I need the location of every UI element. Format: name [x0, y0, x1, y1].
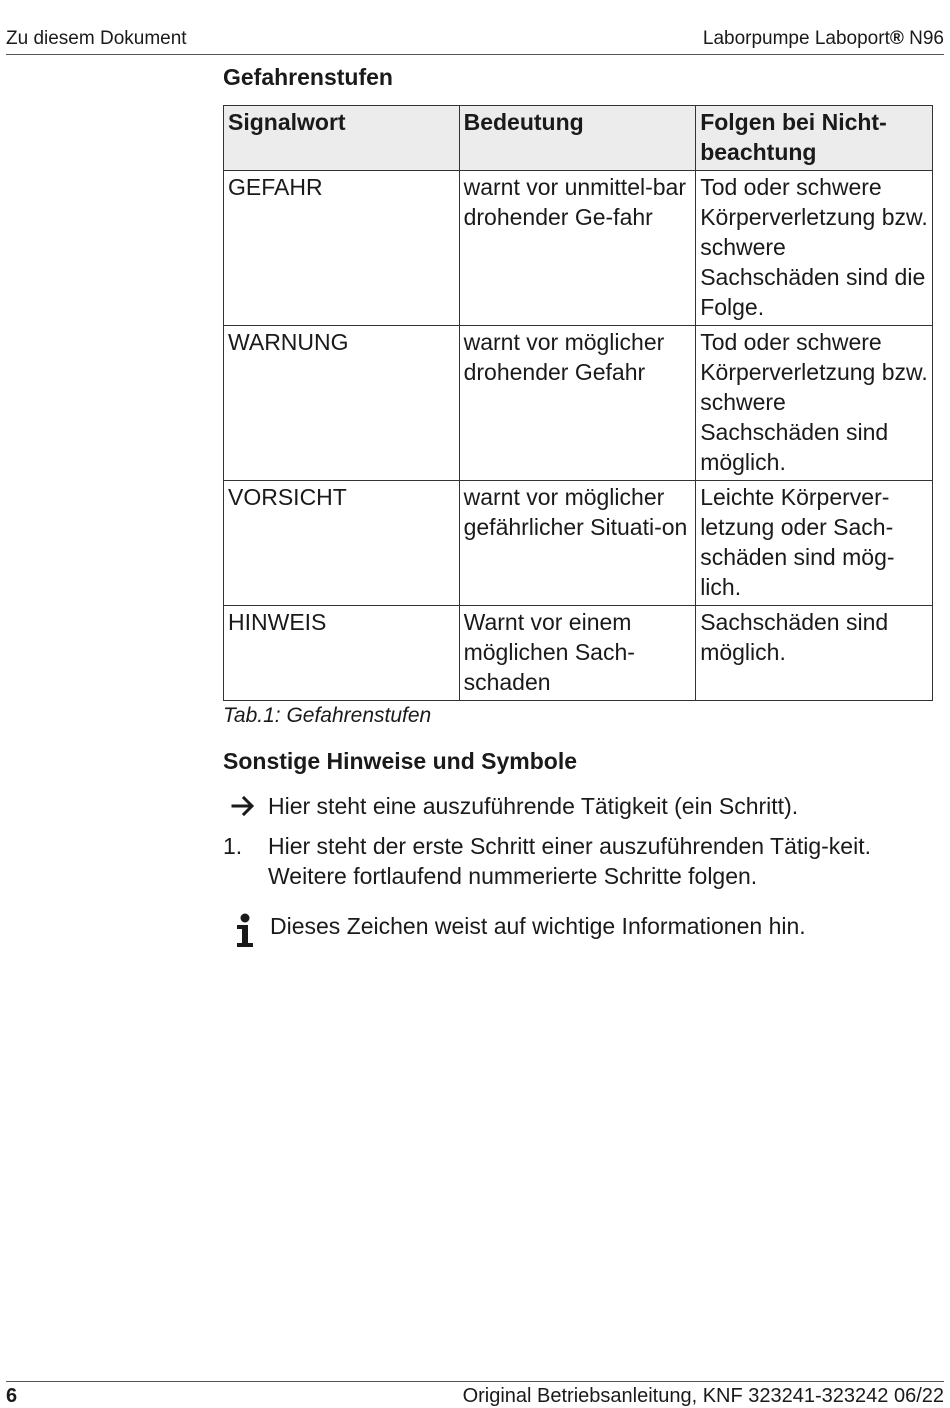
table-row [224, 326, 933, 481]
table-cell-consequence: Sachschäden sind möglich. [696, 606, 933, 701]
hazard-levels-table [223, 105, 933, 701]
footer-document-info: Original Betriebsanleitung, KNF 323241-323242 06/22 [462, 1385, 944, 1407]
table-cell-meaning: warnt vor möglicher gefährlicher Situati-on [459, 481, 696, 606]
info-text: Dieses Zeichen weist auf wichtige Informationen hin. [270, 913, 806, 939]
page-header [6, 28, 944, 55]
action-step [223, 791, 935, 821]
page-number: 6 [6, 1385, 18, 1407]
section-title-hazard-levels: Gefahrenstufen [223, 64, 393, 90]
header-chapter: Zu diesem Dokument [6, 28, 187, 49]
header-product-model: N96 [903, 28, 944, 49]
table-header-row [224, 106, 933, 171]
registered-mark: ® [889, 28, 904, 49]
table-cell-consequence: Tod oder schwere Körperverletzung bzw. schwere Sachschäden sind die Folge. [696, 171, 933, 326]
table-cell-signal-word: WARNUNG [224, 326, 460, 481]
table-cell-signal-word: VORSICHT [224, 481, 460, 606]
step-text-line1: Hier steht der erste Schritt einer auszuführenden Tätig-keit. [268, 833, 871, 859]
action-step-text: Hier steht eine auszuführende Tätigkeit (ein Schritt). [268, 793, 799, 819]
info-icon [233, 913, 257, 949]
header-product-name: Laborpumpe Laboport [702, 28, 890, 49]
table-row [224, 481, 933, 606]
page-footer [6, 1381, 944, 1407]
table-row [224, 606, 933, 701]
table-cell-consequence: Tod oder schwere Körperverletzung bzw. schwere Sachschäden sind möglich. [696, 326, 933, 481]
header-product [703, 28, 944, 50]
table-header-cell: Signalwort [224, 106, 460, 171]
table-cell-signal-word: GEFAHR [224, 171, 460, 326]
step-text-line2: Weitere fortlaufend nummerierte Schritte folgen. [268, 863, 758, 889]
table-header-cell: Bedeutung [459, 106, 696, 171]
section-title-other-notes: Sonstige Hinweise und Symbole [223, 748, 578, 774]
table-cell-meaning: Warnt vor einem möglichen Sach-schaden [459, 606, 696, 701]
table-cell-consequence: Leichte Körperver-letzung oder Sach-schäden sind mög-lich. [696, 481, 933, 606]
table-cell-signal-word: HINWEIS [224, 606, 460, 701]
info-note [223, 911, 935, 941]
page-content [223, 64, 935, 941]
table-header-cell: Folgen bei Nicht-beachtung [696, 106, 933, 171]
table-cell-meaning: warnt vor möglicher drohender Gefahr [459, 326, 696, 481]
arrow-right-icon [231, 791, 257, 826]
table-row [224, 171, 933, 326]
numbered-step [223, 831, 935, 891]
table-cell-meaning: warnt vor unmittel-bar drohender Ge-fahr [459, 171, 696, 326]
step-number: 1. [223, 833, 243, 859]
table-caption: Tab.1: Gefahrenstufen [223, 704, 432, 727]
